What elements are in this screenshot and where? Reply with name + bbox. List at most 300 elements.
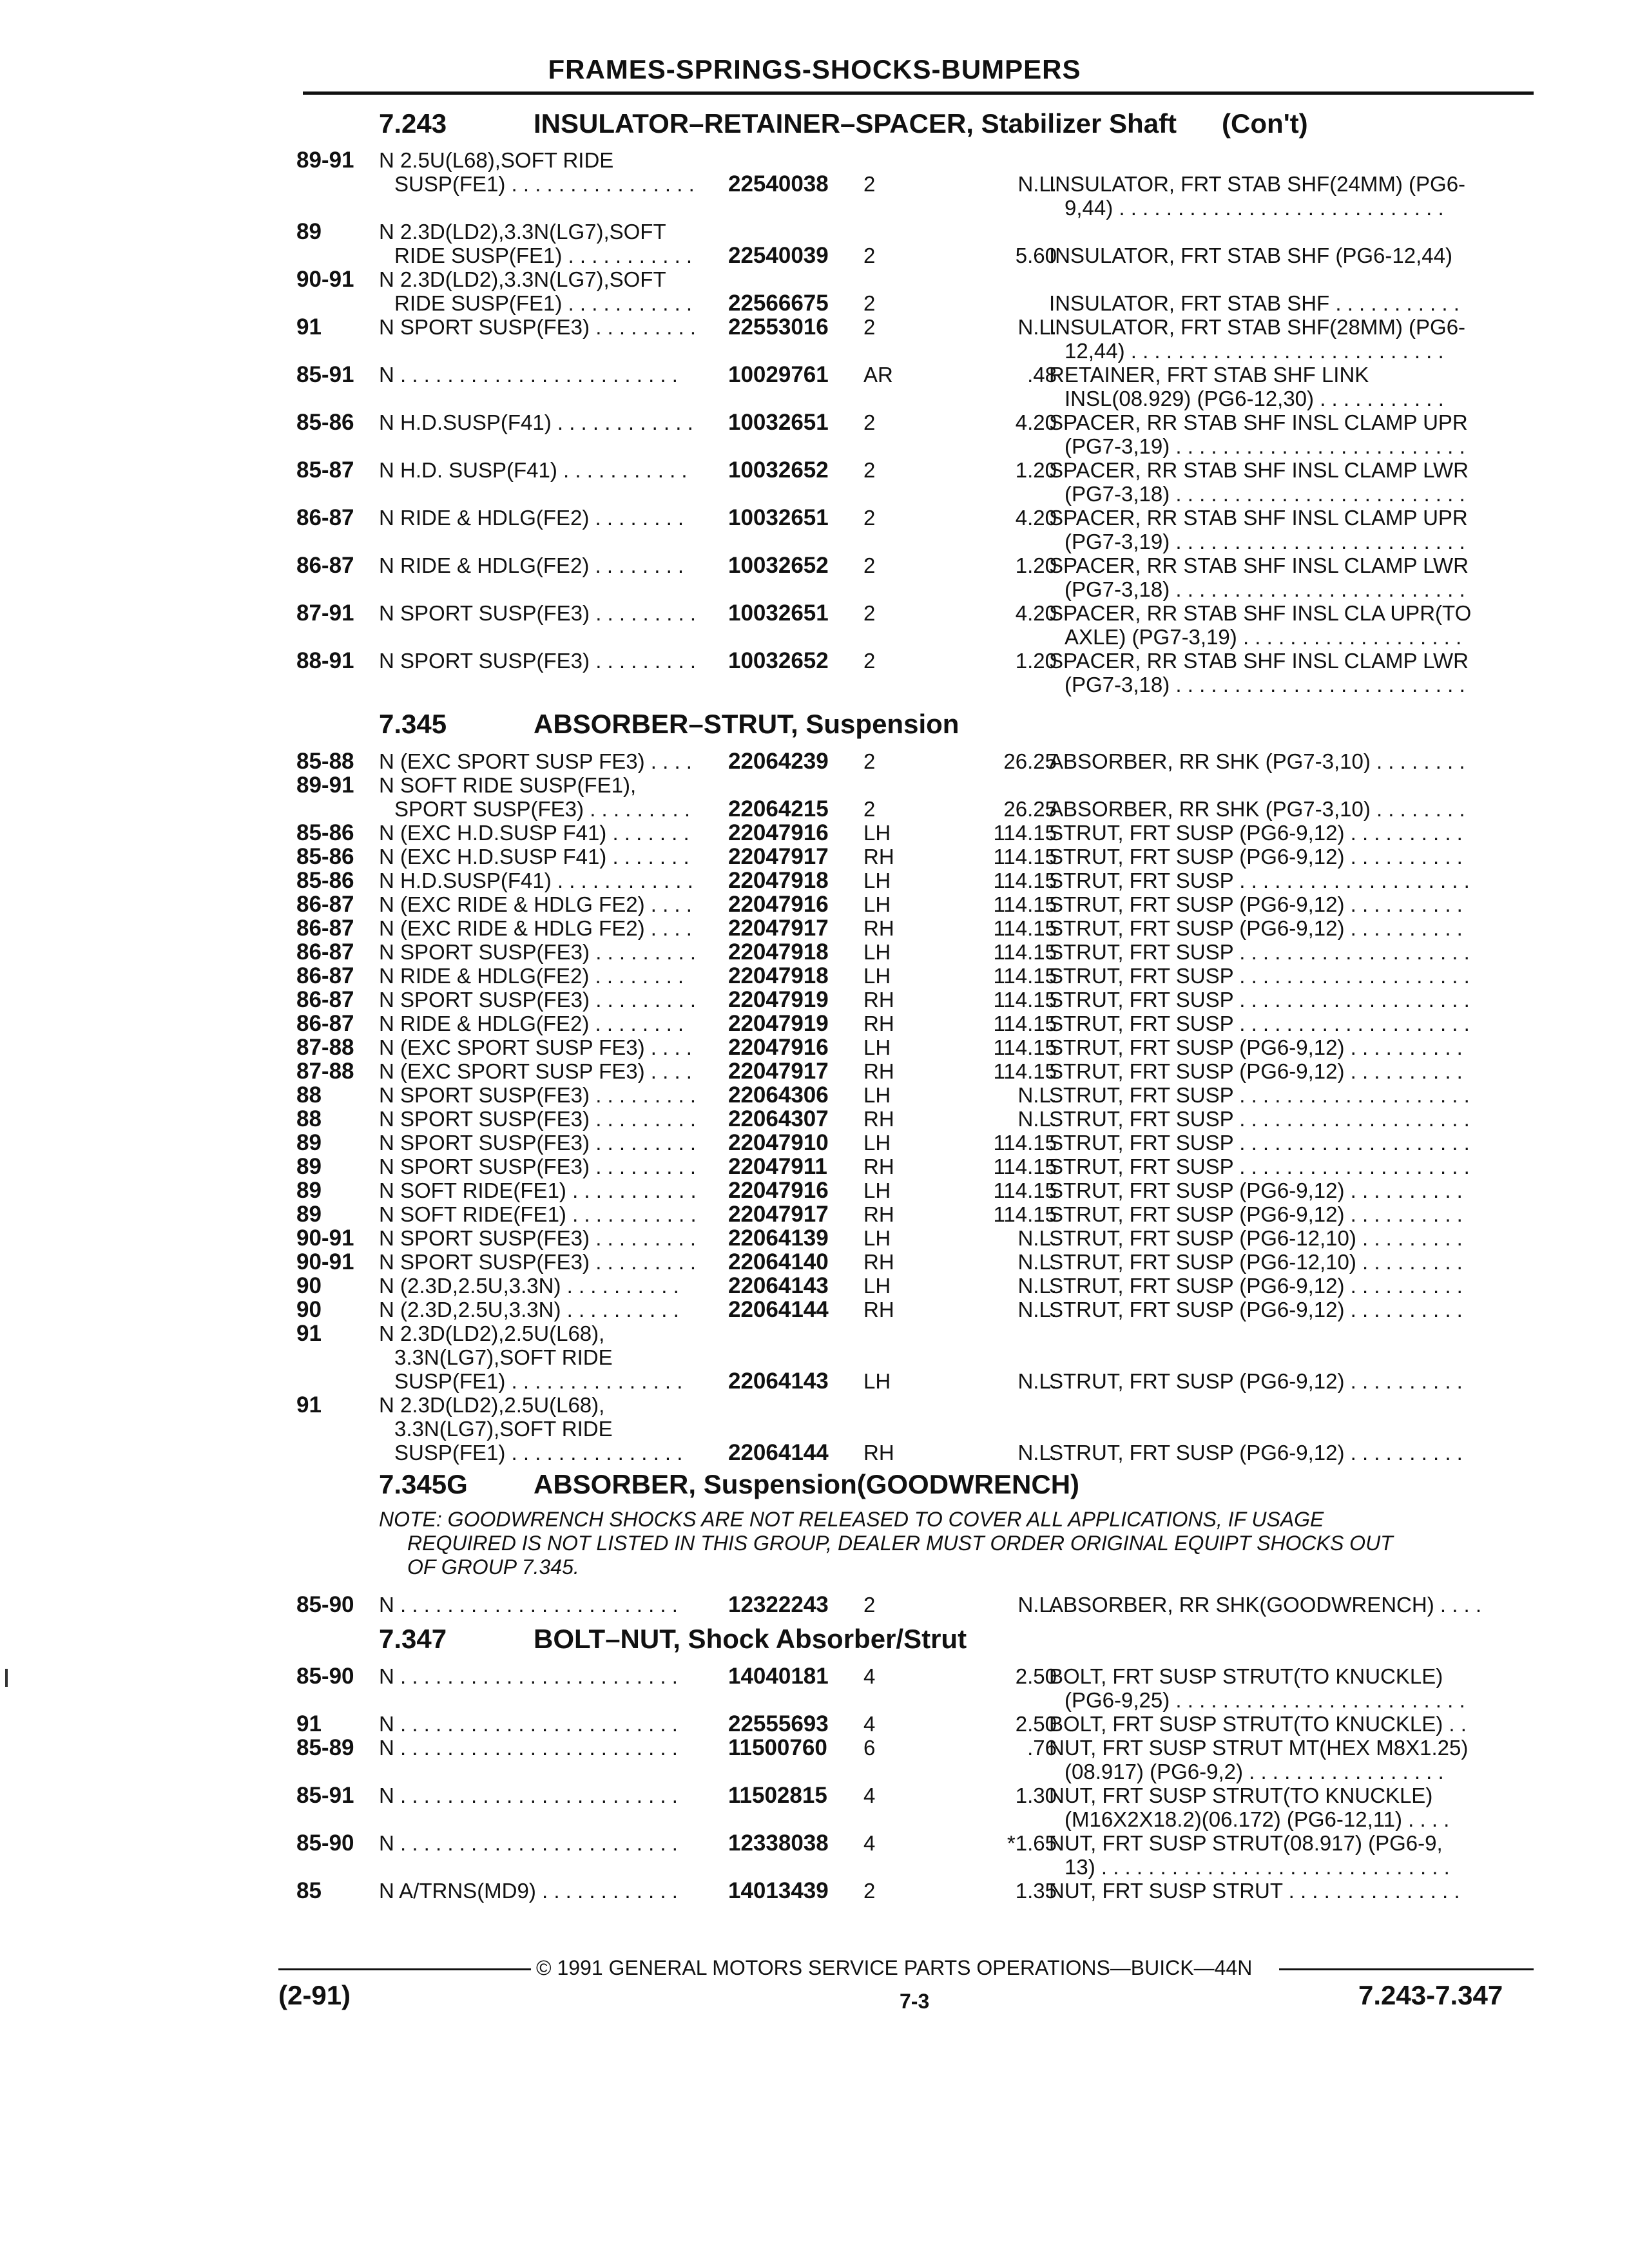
usage-cell: [379, 773, 724, 821]
usage-line: N 2.3D(LD2),3.3N(LG7),SOFT: [379, 267, 666, 291]
model-years: 91: [296, 1711, 322, 1736]
price: 114.15: [993, 940, 1057, 964]
description-cell: [1049, 244, 1559, 267]
description-line: NUT, FRT SUSP STRUT(TO KNUCKLE): [1049, 1783, 1433, 1807]
usage-cell: [379, 458, 724, 482]
description-cell: [1049, 1369, 1559, 1393]
quantity: 2: [863, 553, 876, 577]
section-number: 7.347: [379, 1624, 447, 1654]
usage-cell: [379, 267, 724, 315]
part-number: 22566675: [728, 291, 829, 316]
quantity: 2: [863, 172, 876, 196]
usage-line: N SOFT RIDE SUSP(FE1),: [379, 773, 637, 797]
part-number: 10032652: [728, 553, 829, 578]
part-number: 10032652: [728, 648, 829, 673]
section-number: 7.243: [379, 108, 447, 139]
description-line: STRUT, FRT SUSP . . . . . . . . . . . . . . . . . . . .: [1049, 1107, 1470, 1131]
quantity: LH: [863, 1274, 891, 1298]
description-line: INSULATOR, FRT STAB SHF(24MM) (PG6-: [1049, 172, 1466, 196]
description-cell: [1049, 1593, 1559, 1617]
price: 114.15: [993, 1155, 1057, 1178]
quantity: 4: [863, 1712, 876, 1736]
price: N.L.: [1017, 1274, 1057, 1298]
section-number: 7.345: [379, 709, 447, 739]
price: 114.15: [993, 1178, 1057, 1202]
quantity: 2: [863, 291, 876, 315]
description-line: STRUT, FRT SUSP . . . . . . . . . . . . . . . . . . . .: [1049, 1155, 1470, 1178]
usage-line: N H.D.SUSP(F41) . . . . . . . . . . . .: [379, 410, 693, 434]
usage-cell: [379, 1059, 724, 1083]
description-line: 13) . . . . . . . . . . . . . . . . . . . . . . . . . . . . . .: [1065, 1855, 1450, 1879]
usage-cell: [379, 1107, 724, 1131]
description-line: STRUT, FRT SUSP (PG6-9,12) . . . . . . . . . .: [1049, 1202, 1463, 1226]
quantity: 2: [863, 315, 876, 339]
note-line: REQUIRED IS NOT LISTED IN THIS GROUP, DEALER MUST ORDER ORIGINAL EQUIPT SHOCKS OUT: [407, 1532, 1393, 1555]
description-cell: [1049, 1083, 1559, 1107]
usage-cell: [379, 1155, 724, 1178]
price: .48: [1027, 363, 1057, 387]
price: 5.60: [1015, 244, 1057, 267]
usage-line: N SPORT SUSP(FE3) . . . . . . . . .: [379, 1155, 697, 1178]
usage-line: SUSP(FE1) . . . . . . . . . . . . . . . .: [394, 172, 695, 196]
description-cell: [1049, 1035, 1559, 1059]
part-number: 22047916: [728, 892, 829, 917]
model-years: 87-88: [296, 1059, 354, 1084]
section-subtitle: Suspension: [798, 709, 959, 739]
quantity: 2: [863, 506, 876, 530]
part-number: 22064215: [728, 796, 829, 822]
part-number: 22540038: [728, 171, 829, 197]
description-cell: [1049, 172, 1559, 220]
quantity: 6: [863, 1736, 876, 1760]
description-line: ABSORBER, RR SHK (PG7-3,10) . . . . . . . .: [1049, 797, 1465, 821]
section-header: [379, 1469, 1079, 1500]
description-cell: [1049, 988, 1559, 1012]
usage-line: N SPORT SUSP(FE3) . . . . . . . . .: [379, 649, 697, 673]
usage-cell: [379, 869, 724, 892]
usage-line: N . . . . . . . . . . . . . . . . . . . . . . . .: [379, 363, 678, 387]
price: N.L.: [1017, 172, 1057, 196]
description-line: STRUT, FRT SUSP (PG6-9,12) . . . . . . . . . .: [1049, 1274, 1463, 1298]
quantity: LH: [863, 821, 891, 845]
part-number: 22064143: [728, 1273, 829, 1298]
usage-line: N . . . . . . . . . . . . . . . . . . . . . . . .: [379, 1593, 678, 1617]
model-years: 85-90: [296, 1592, 354, 1617]
usage-cell: [379, 1012, 724, 1035]
usage-cell: [379, 1226, 724, 1250]
description-line: STRUT, FRT SUSP . . . . . . . . . . . . . . . . . . . .: [1049, 869, 1470, 892]
quantity: LH: [863, 940, 891, 964]
description-line: STRUT, FRT SUSP . . . . . . . . . . . . . . . . . . . .: [1049, 940, 1470, 964]
usage-line: SPORT SUSP(FE3) . . . . . . . . .: [394, 797, 691, 821]
price: 114.15: [993, 916, 1057, 940]
usage-line: N 2.5U(L68),SOFT RIDE: [379, 148, 614, 172]
usage-line: 3.3N(LG7),SOFT RIDE: [394, 1417, 613, 1441]
quantity: 2: [863, 1593, 876, 1617]
section-title: ABSORBER,: [534, 1469, 697, 1499]
part-number: 22047917: [728, 844, 829, 869]
quantity: 4: [863, 1831, 876, 1855]
part-number: 22064306: [728, 1082, 829, 1108]
model-years: 85-90: [296, 1664, 354, 1689]
usage-line: N SOFT RIDE(FE1) . . . . . . . . . . .: [379, 1202, 697, 1226]
description-cell: [1049, 940, 1559, 964]
part-number: 11502815: [728, 1783, 827, 1808]
usage-line: N . . . . . . . . . . . . . . . . . . . . . . . .: [379, 1783, 678, 1807]
part-number: 22064307: [728, 1106, 829, 1131]
description-line: INSULATOR, FRT STAB SHF(28MM) (PG6-: [1049, 315, 1466, 339]
price: 114.15: [993, 1059, 1057, 1083]
description-line: (PG7-3,18) . . . . . . . . . . . . . . . . . . . . . . . . .: [1065, 482, 1465, 506]
description-line: (PG6-9,25) . . . . . . . . . . . . . . . . . . . . . . . . .: [1065, 1688, 1465, 1712]
description-line: ABSORBER, RR SHK(GOODWRENCH) . . . .: [1049, 1593, 1482, 1617]
quantity: LH: [863, 1035, 891, 1059]
usage-line: N SPORT SUSP(FE3) . . . . . . . . .: [379, 315, 697, 339]
usage-line: SUSP(FE1) . . . . . . . . . . . . . . .: [394, 1441, 683, 1465]
usage-cell: [379, 1083, 724, 1107]
usage-line: N (EXC RIDE & HDLG FE2) . . . .: [379, 892, 692, 916]
description-cell: [1049, 1226, 1559, 1250]
description-line: STRUT, FRT SUSP (PG6-9,12) . . . . . . . . . .: [1049, 1298, 1463, 1321]
usage-line: N SPORT SUSP(FE3) . . . . . . . . .: [379, 1131, 697, 1155]
top-rule: [303, 91, 1534, 95]
description-cell: [1049, 315, 1559, 363]
description-line: STRUT, FRT SUSP . . . . . . . . . . . . . . . . . . . .: [1049, 1012, 1470, 1035]
usage-line: N (EXC H.D.SUSP F41) . . . . . . .: [379, 821, 689, 845]
quantity: RH: [863, 1202, 894, 1226]
model-years: 91: [296, 1392, 322, 1418]
quantity: RH: [863, 1441, 894, 1465]
usage-line: N RIDE & HDLG(FE2) . . . . . . . .: [379, 506, 684, 530]
part-number: 10029761: [728, 362, 829, 387]
running-title: FRAMES-SPRINGS-SHOCKS-BUMPERS: [548, 54, 1081, 84]
price: 114.15: [993, 869, 1057, 892]
description-line: AXLE) (PG7-3,19) . . . . . . . . . . . . . . . . . . .: [1065, 625, 1462, 649]
part-number: 22047917: [728, 1202, 829, 1227]
description-line: BOLT, FRT SUSP STRUT(TO KNUCKLE) . .: [1049, 1712, 1467, 1736]
description-line: SPACER, RR STAB SHF INSL CLAMP LWR: [1049, 553, 1469, 577]
price: .76: [1027, 1736, 1057, 1760]
quantity: 2: [863, 797, 876, 821]
description-cell: [1049, 1879, 1559, 1903]
part-number: 22047919: [728, 987, 829, 1012]
part-number: 22064139: [728, 1225, 829, 1251]
usage-line: N RIDE & HDLG(FE2) . . . . . . . .: [379, 553, 684, 577]
description-line: STRUT, FRT SUSP (PG6-9,12) . . . . . . . . . .: [1049, 821, 1463, 845]
usage-line: N SPORT SUSP(FE3) . . . . . . . . .: [379, 940, 697, 964]
model-years: 85-89: [296, 1735, 354, 1760]
usage-cell: [379, 601, 724, 625]
model-years: 86-87: [296, 916, 354, 941]
part-number: 22064140: [728, 1249, 829, 1274]
quantity: RH: [863, 1298, 894, 1321]
price: 114.15: [993, 1012, 1057, 1035]
model-years: 88: [296, 1082, 322, 1108]
description-line: STRUT, FRT SUSP . . . . . . . . . . . . . . . . . . . .: [1049, 964, 1470, 988]
usage-cell: [379, 220, 724, 267]
footer-rule-left: [278, 1968, 531, 1970]
model-years: 85-91: [296, 362, 354, 387]
price: 1.20: [1015, 458, 1057, 482]
description-cell: [1049, 1202, 1559, 1226]
model-years: 85-88: [296, 749, 354, 774]
usage-cell: [379, 1831, 724, 1855]
footer-group-range: 7.243-7.347: [1358, 1980, 1503, 2010]
usage-cell: [379, 1664, 724, 1688]
quantity: AR: [863, 363, 893, 387]
footer-page-number: 7-3: [900, 1990, 930, 2013]
usage-line: N SPORT SUSP(FE3) . . . . . . . . .: [379, 601, 697, 625]
price: 4.20: [1015, 601, 1057, 625]
model-years: 90: [296, 1297, 322, 1322]
price: N.L.: [1017, 1226, 1057, 1250]
price: 2.50: [1015, 1664, 1057, 1688]
usage-cell: [379, 892, 724, 916]
price: N.L.: [1017, 1593, 1057, 1617]
usage-cell: [379, 315, 724, 339]
price: 4.20: [1015, 506, 1057, 530]
part-number: 22540039: [728, 243, 829, 268]
note-line: OF GROUP 7.345.: [407, 1555, 579, 1579]
model-years: 89-91: [296, 148, 354, 173]
usage-cell: [379, 1131, 724, 1155]
usage-cell: [379, 506, 724, 530]
description-line: STRUT, FRT SUSP . . . . . . . . . . . . . . . . . . . .: [1049, 988, 1470, 1012]
part-number: 22555693: [728, 1711, 829, 1736]
usage-cell: [379, 1035, 724, 1059]
section-title: BOLT–NUT,: [534, 1624, 680, 1654]
model-years: 91: [296, 314, 322, 340]
quantity: 2: [863, 410, 876, 434]
quantity: LH: [863, 869, 891, 892]
description-line: INSULATOR, FRT STAB SHF . . . . . . . . . . .: [1049, 291, 1460, 315]
usage-line: N SPORT SUSP(FE3) . . . . . . . . .: [379, 988, 697, 1012]
usage-line: N RIDE & HDLG(FE2) . . . . . . . .: [379, 964, 684, 988]
quantity: 2: [863, 649, 876, 673]
usage-line: N SPORT SUSP(FE3) . . . . . . . . .: [379, 1250, 697, 1274]
footer-rule-right: [1279, 1968, 1534, 1970]
model-years: 86-87: [296, 892, 354, 917]
quantity: 4: [863, 1783, 876, 1807]
quantity: LH: [863, 964, 891, 988]
usage-line: N (EXC SPORT SUSP FE3) . . . .: [379, 1059, 692, 1083]
part-number: 10032652: [728, 457, 829, 483]
model-years: 88: [296, 1106, 322, 1131]
model-years: 90-91: [296, 267, 354, 292]
section-subtitle: Shock Absorber/Strut: [680, 1624, 967, 1654]
price: 114.15: [993, 821, 1057, 845]
margin-mark: [5, 1669, 8, 1687]
description-line: 9,44) . . . . . . . . . . . . . . . . . . . . . . . . . . . .: [1065, 196, 1444, 220]
price: N.L.: [1017, 1441, 1057, 1465]
description-cell: [1049, 1059, 1559, 1083]
model-years: 87-91: [296, 601, 354, 626]
description-cell: [1049, 1250, 1559, 1274]
part-number: 22064239: [728, 749, 829, 774]
part-number: 22064144: [728, 1297, 829, 1322]
part-number: 10032651: [728, 601, 829, 626]
footer-revision: (2-91): [278, 1980, 351, 2010]
section-number: 7.345G: [379, 1469, 468, 1499]
description-cell: [1049, 1012, 1559, 1035]
part-number: 22047911: [728, 1154, 827, 1179]
model-years: 89-91: [296, 773, 354, 798]
usage-line: SUSP(FE1) . . . . . . . . . . . . . . .: [394, 1369, 683, 1393]
part-number: 22553016: [728, 314, 829, 340]
description-cell: [1049, 1131, 1559, 1155]
description-line: SPACER, RR STAB SHF INSL CLAMP UPR: [1049, 506, 1468, 530]
price: 2.50: [1015, 1712, 1057, 1736]
part-number: 22047916: [728, 1035, 829, 1060]
quantity: RH: [863, 1250, 894, 1274]
quantity: 2: [863, 458, 876, 482]
usage-line: N (EXC H.D.SUSP F41) . . . . . . .: [379, 845, 689, 869]
model-years: 86-87: [296, 505, 354, 530]
quantity: RH: [863, 1059, 894, 1083]
usage-line: N . . . . . . . . . . . . . . . . . . . . . . . .: [379, 1712, 678, 1736]
description-line: STRUT, FRT SUSP . . . . . . . . . . . . . . . . . . . .: [1049, 1083, 1470, 1107]
description-line: STRUT, FRT SUSP (PG6-12,10) . . . . . . . . .: [1049, 1250, 1463, 1274]
usage-line: N (EXC RIDE & HDLG FE2) . . . .: [379, 916, 692, 940]
usage-cell: [379, 1593, 724, 1617]
usage-line: N SPORT SUSP(FE3) . . . . . . . . .: [379, 1226, 697, 1250]
description-cell: [1049, 1155, 1559, 1178]
description-line: STRUT, FRT SUSP (PG6-9,12) . . . . . . . . . .: [1049, 1441, 1463, 1465]
usage-cell: [379, 1321, 724, 1393]
quantity: RH: [863, 916, 894, 940]
price: N.L.: [1017, 1250, 1057, 1274]
price: 1.35: [1015, 1879, 1057, 1903]
quantity: RH: [863, 1155, 894, 1178]
part-number: 22047910: [728, 1130, 829, 1155]
model-years: 85-87: [296, 457, 354, 483]
part-number: 22064144: [728, 1440, 829, 1465]
model-years: 85-86: [296, 820, 354, 845]
usage-line: 3.3N(LG7),SOFT RIDE: [394, 1345, 613, 1369]
model-years: 89: [296, 1130, 322, 1155]
description-line: (PG7-3,19) . . . . . . . . . . . . . . . . . . . . . . . . .: [1065, 434, 1465, 458]
description-line: STRUT, FRT SUSP . . . . . . . . . . . . . . . . . . . .: [1049, 1131, 1470, 1155]
model-years: 85-86: [296, 868, 354, 893]
description-cell: [1049, 1712, 1559, 1736]
usage-line: N SOFT RIDE(FE1) . . . . . . . . . . .: [379, 1178, 697, 1202]
usage-cell: [379, 988, 724, 1012]
description-line: RETAINER, FRT STAB SHF LINK: [1049, 363, 1369, 387]
model-years: 89: [296, 1178, 322, 1203]
usage-line: RIDE SUSP(FE1) . . . . . . . . . . .: [394, 244, 693, 267]
description-line: INSULATOR, FRT STAB SHF (PG6-12,44): [1049, 244, 1452, 267]
usage-line: N (2.3D,2.5U,3.3N) . . . . . . . . . .: [379, 1298, 679, 1321]
description-line: (PG7-3,19) . . . . . . . . . . . . . . . . . . . . . . . . .: [1065, 530, 1465, 553]
part-number: 10032651: [728, 505, 829, 530]
usage-cell: [379, 1298, 724, 1321]
part-number: 10032651: [728, 410, 829, 435]
usage-line: RIDE SUSP(FE1) . . . . . . . . . . .: [394, 291, 693, 315]
description-cell: [1049, 1274, 1559, 1298]
description-cell: [1049, 869, 1559, 892]
price: N.L.: [1017, 1083, 1057, 1107]
description-line: ABSORBER, RR SHK (PG7-3,10) . . . . . . . .: [1049, 749, 1465, 773]
price: 114.15: [993, 845, 1057, 869]
price: 114.15: [993, 964, 1057, 988]
model-years: 90-91: [296, 1225, 354, 1251]
model-years: 89: [296, 1202, 322, 1227]
price: 26.25: [1003, 797, 1057, 821]
usage-line: N 2.3D(LD2),3.3N(LG7),SOFT: [379, 220, 666, 244]
part-number: 22047918: [728, 963, 829, 988]
usage-cell: [379, 1879, 724, 1903]
description-cell: [1049, 916, 1559, 940]
description-cell: [1049, 1178, 1559, 1202]
description-cell: [1049, 410, 1559, 458]
price: 26.25: [1003, 749, 1057, 773]
description-cell: [1049, 1107, 1559, 1131]
usage-cell: [379, 1274, 724, 1298]
part-number: 22047916: [728, 820, 829, 845]
part-number: 22047917: [728, 916, 829, 941]
description-line: STRUT, FRT SUSP (PG6-9,12) . . . . . . . . . .: [1049, 916, 1463, 940]
description-line: NUT, FRT SUSP STRUT MT(HEX M8X1.25): [1049, 1736, 1469, 1760]
usage-cell: [379, 964, 724, 988]
description-cell: [1049, 821, 1559, 845]
description-line: 12,44) . . . . . . . . . . . . . . . . . . . . . . . . . . .: [1065, 339, 1444, 363]
description-line: SPACER, RR STAB SHF INSL CLAMP UPR: [1049, 410, 1468, 434]
quantity: 2: [863, 1879, 876, 1903]
description-line: STRUT, FRT SUSP (PG6-9,12) . . . . . . . . . .: [1049, 1035, 1463, 1059]
description-line: STRUT, FRT SUSP (PG6-12,10) . . . . . . . . .: [1049, 1226, 1463, 1250]
description-line: INSL(08.929) (PG6-12,30) . . . . . . . . . . .: [1065, 387, 1444, 410]
usage-cell: [379, 821, 724, 845]
description-line: NUT, FRT SUSP STRUT . . . . . . . . . . . . . . .: [1049, 1879, 1460, 1903]
usage-cell: [379, 1202, 724, 1226]
quantity: RH: [863, 1107, 894, 1131]
quantity: 4: [863, 1664, 876, 1688]
usage-line: N SPORT SUSP(FE3) . . . . . . . . .: [379, 1107, 697, 1131]
usage-line: N RIDE & HDLG(FE2) . . . . . . . .: [379, 1012, 684, 1035]
usage-line: N 2.3D(LD2),2.5U(L68),: [379, 1321, 605, 1345]
section-subtitle: Stabilizer Shaft (Con't): [973, 108, 1308, 139]
quantity: LH: [863, 1131, 891, 1155]
model-years: 89: [296, 219, 322, 244]
usage-line: N (EXC SPORT SUSP FE3) . . . .: [379, 1035, 692, 1059]
description-cell: [1049, 845, 1559, 869]
description-line: STRUT, FRT SUSP (PG6-9,12) . . . . . . . . . .: [1049, 1369, 1463, 1393]
description-cell: [1049, 649, 1559, 697]
description-line: BOLT, FRT SUSP STRUT(TO KNUCKLE): [1049, 1664, 1443, 1688]
quantity: LH: [863, 892, 891, 916]
description-line: (PG7-3,18) . . . . . . . . . . . . . . . . . . . . . . . . .: [1065, 673, 1465, 697]
section-header: [379, 709, 959, 740]
description-cell: [1049, 1441, 1559, 1465]
description-cell: [1049, 601, 1559, 649]
description-line: SPACER, RR STAB SHF INSL CLAMP LWR: [1049, 458, 1469, 482]
quantity: 2: [863, 244, 876, 267]
usage-cell: [379, 749, 724, 773]
usage-line: N H.D.SUSP(F41) . . . . . . . . . . . .: [379, 869, 693, 892]
model-years: 86-87: [296, 553, 354, 578]
description-line: (PG7-3,18) . . . . . . . . . . . . . . . . . . . . . . . . .: [1065, 577, 1465, 601]
price: N.L.: [1017, 315, 1057, 339]
section-title: INSULATOR–RETAINER–SPACER,: [534, 108, 974, 139]
usage-cell: [379, 1178, 724, 1202]
model-years: 85: [296, 1878, 322, 1903]
model-years: 85-86: [296, 844, 354, 869]
description-line: STRUT, FRT SUSP (PG6-9,12) . . . . . . . . . .: [1049, 1059, 1463, 1083]
description-cell: [1049, 1298, 1559, 1321]
description-cell: [1049, 363, 1559, 410]
model-years: 86-87: [296, 963, 354, 988]
part-number: 12338038: [728, 1831, 829, 1856]
